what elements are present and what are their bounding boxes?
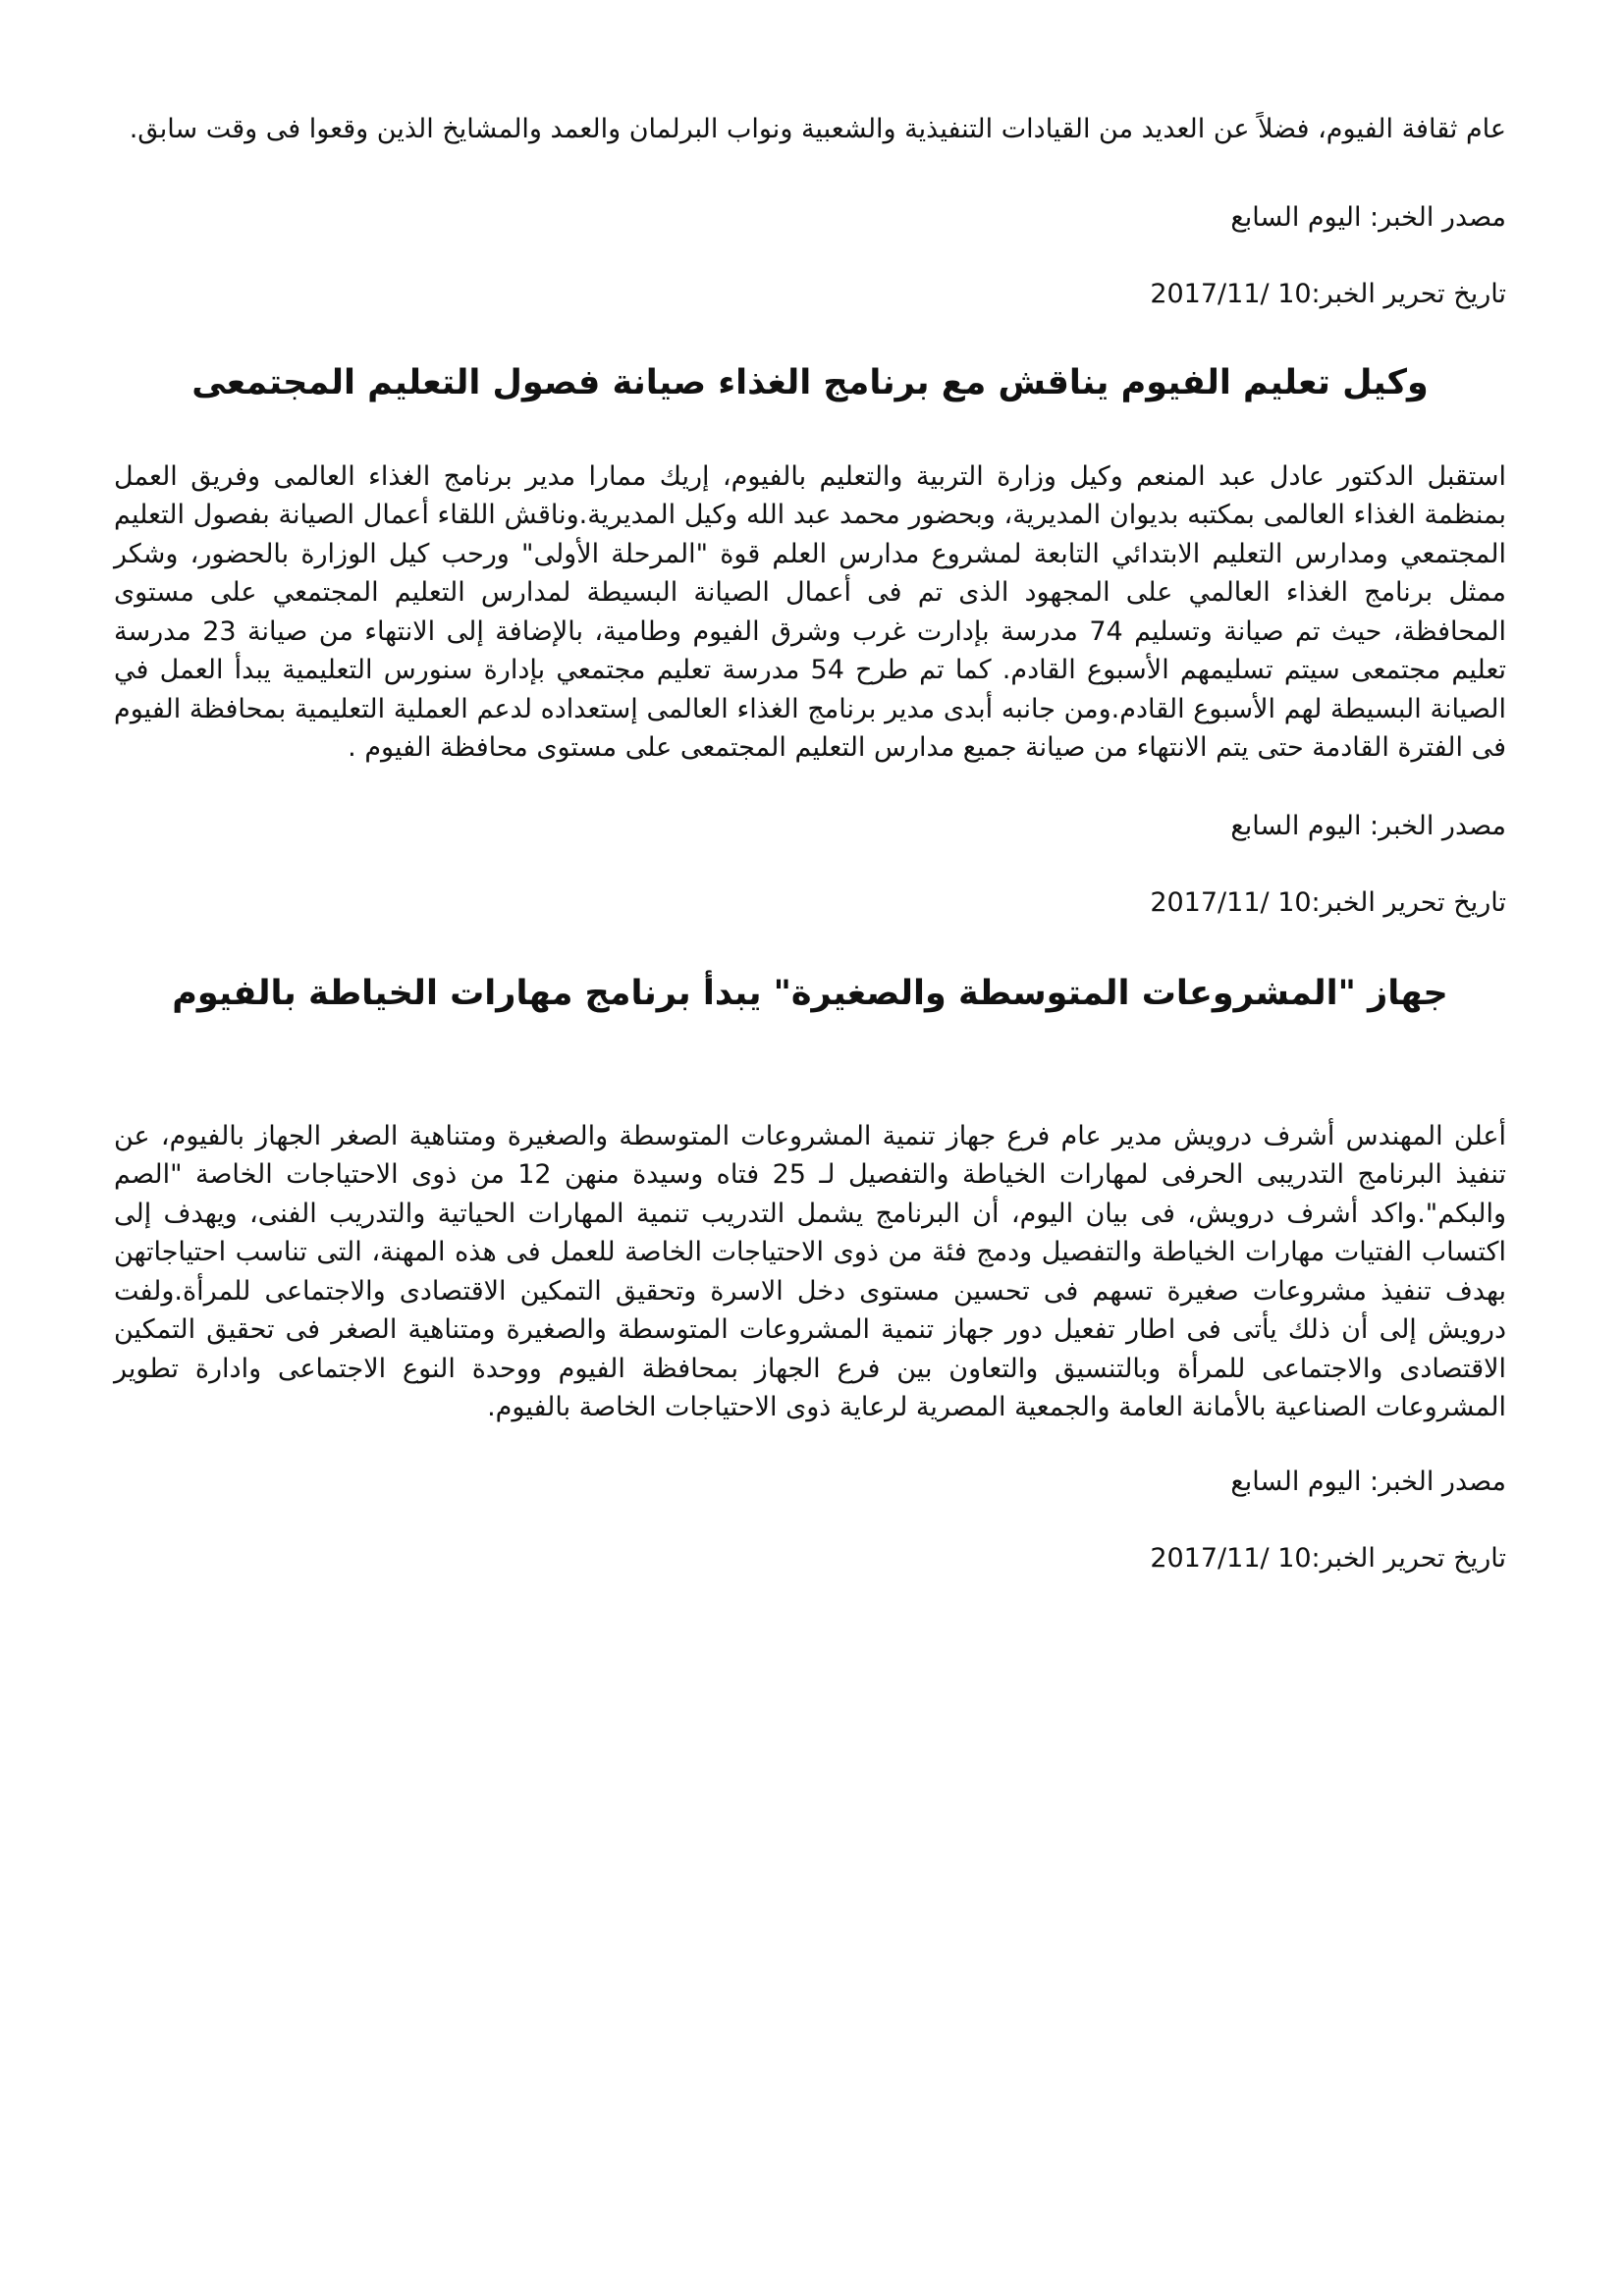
news-date: تاريخ تحرير الخبر:10 /2017/11 xyxy=(1150,278,1506,309)
intro-paragraph: عام ثقافة الفيوم، فضلاً عن العديد من القيادات التنفيذية والشعبية ونواب البرلمان والعمد والمشايخ الذين وقعوا فى وقت سابق. xyxy=(129,114,1506,144)
news-source: مصدر الخبر: اليوم السابع xyxy=(1230,201,1506,233)
news-date: تاريخ تحرير الخبر:10 /2017/11 xyxy=(1150,886,1506,918)
news-source: مصدر الخبر: اليوم السابع xyxy=(1230,1466,1506,1497)
article-headline: جهاز "المشروعات المتوسطة والصغيرة" يبدأ برنامج مهارات الخياطة بالفيوم xyxy=(172,973,1448,1013)
news-source: مصدر الخبر: اليوم السابع xyxy=(1230,810,1506,841)
article-body: استقبل الدكتور عادل عبد المنعم وكيل وزارة التربية والتعليم بالفيوم، إريك ممارا مدير برنامج الغذاء العالمى وفريق العمل بمنظمة الغذاء العالمى بمكتبه بديوان المديرية، وبحضور محمد عبد الله وكيل المديرية.وناقش اللقاء أعمال الصيانة بفصول التعليم المجتمعي ومدارس التعليم الابتدائي التابعة لمشروع مدارس العلم قوة "المرحلة الأولى" ورحب كيل الوزارة بالحضور، وشكر ممثل برنامج الغذاء العالمي على المجهود الذى تم فى أعمال الصيانة البسيطة لمدارس التعليم المجتمعي على مستوى المحافظة، حيث تم صيانة وتسليم 74 مدرسة بإدارت غرب وشرق الفيوم وطامية، بالإضافة إلى الانتهاء من صيانة 23 مدرسة تعليم مجتمعى سيتم تسليمهم الأسبوع القادم. كما تم طرح 54 مدرسة تعليم مجتمعي بإدارة سنورس التعليمية يبدأ العمل في الصيانة البسيطة لهم الأسبوع القادم.ومن جانبه أبدى مدير برنامج الغذاء العالمى إستعداده لدعم العملية التعليمية بمحافظة الفيوم فى الفترة القادمة حتى يتم الانتهاء من صيانة جميع مدارس التعليم المجتمعى على مستوى محافظة الفيوم . xyxy=(114,460,1506,763)
article-body: أعلن المهندس أشرف درويش مدير عام فرع جهاز تنمية المشروعات المتوسطة والصغيرة ومتناهية الصغر الجهاز بالفيوم، عن تنفيذ البرنامج التدريبى الحرفى لمهارات الخياطة والتفصيل لـ 25 فتاه وسيدة منهن 12 من ذوى الاحتياجات الخاصة "الصم والبكم".واكد أشرف درويش، فى بيان اليوم، أن البرنامج يشمل التدريب تنمية المهارات الحياتية والتدريب الفنى، ويهدف إلى اكتساب الفتيات مهارات الخياطة والتفصيل ودمج فئة من ذوى الاحتياجات الخاصة للعمل فى هذه المهنة، التى تناسب احتياجاتهن بهدف تنفيذ مشروعات صغيرة تسهم فى تحسين مستوى دخل الاسرة وتحقيق التمكين الاقتصادى والاجتماعى للمرأة.ولفت درويش إلى أن ذلك يأتى فى اطار تفعيل دور جهاز تنمية المشروعات المتوسطة والصغيرة ومتناهية الصغر فى تحقيق التمكين الاقتصادى والاجتماعى للمرأة وبالتنسيق والتعاون بين فرع الجهاز بمحافظة الفيوم ووحدة النوع الاجتماعى وادارة تطوير المشروعات الصناعية بالأمانة العامة والجمعية المصرية لرعاية ذوى الاحتياجات الخاصة بالفيوم. xyxy=(114,1120,1506,1422)
news-date: تاريخ تحرير الخبر:10 /2017/11 xyxy=(1150,1542,1506,1574)
article-headline: وكيل تعليم الفيوم يناقش مع برنامج الغذاء صيانة فصول التعليم المجتمعى xyxy=(191,362,1429,402)
